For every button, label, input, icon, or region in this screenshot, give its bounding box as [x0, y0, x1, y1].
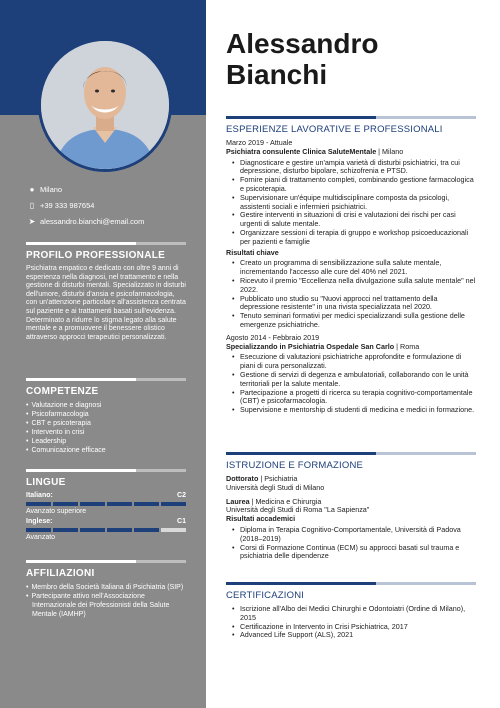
list-item: • Iscrizione all'Albo dei Medici Chirurghi e Odontoiatri (Ordine di Milano), 2015 [232, 605, 476, 623]
sidebar [0, 0, 206, 708]
language-level-code: C1 [177, 518, 186, 525]
language-level-segment [107, 528, 132, 532]
language-level-segment [53, 528, 78, 532]
affiliations-title: AFFILIAZIONI [26, 568, 95, 579]
person-photo-icon [41, 41, 169, 169]
phone-icon: ▯ [29, 201, 35, 210]
language-item [26, 518, 186, 541]
list-item: • Intervento in crisi [26, 428, 186, 437]
location-icon: ● [29, 185, 35, 194]
list-item: • CBT e psicoterapia [26, 419, 186, 428]
language-row [26, 492, 186, 499]
list-item: • Esecuzione di valutazioni psichiatriche approfondite e formulazione di piani di cura personalizzati. [232, 353, 476, 371]
languages-section [26, 469, 186, 544]
affiliations-list [26, 583, 186, 619]
job-header [226, 148, 476, 157]
language-level-segment [134, 502, 159, 506]
language-row [26, 518, 186, 525]
language-level-segment [26, 502, 51, 506]
job-dates: Marzo 2019 - Attuale [226, 138, 293, 147]
language-level-code: C2 [177, 492, 186, 499]
languages-list [26, 492, 186, 541]
section-divider [26, 560, 186, 563]
list-item: • Fornire piani di trattamento completi, combinando gestione farmacologica e psicoterapia. [232, 176, 476, 194]
education-field: | Medicina e Chirurgia [249, 496, 322, 506]
language-level-bar [26, 528, 186, 532]
name-last: Bianchi [226, 59, 328, 90]
education-degree: Laurea [226, 496, 250, 506]
job-header [226, 343, 476, 352]
education-field: | Psichiatria [258, 474, 298, 483]
list-item: • Gestione di servizi di degenza e ambulatoriali, collaborando con le unità territoriali per la salute mentale. [232, 371, 476, 389]
education-entry [226, 475, 476, 493]
candidate-name [226, 28, 379, 90]
list-item: • Partecipazione a progetti di ricerca su terapia cognitivo-comportamentale (CBT) e psicofarmacologia. [232, 389, 476, 407]
list-item: • Leadership [26, 437, 186, 446]
list-item: • Diagnosticare e gestire un'ampia varietà di disturbi psichiatrici, tra cui depressione, disturbo bipolare, schizofrenia e PTSD. [232, 159, 476, 177]
language-level-bar [26, 502, 186, 506]
contact-email [26, 214, 196, 229]
education-school: Università degli Studi di Roma "La Sapienza" [226, 505, 370, 515]
job-role: Specializzando in Psichiatria Ospedale San Carlo [226, 341, 395, 351]
language-name: Inglese: [26, 518, 53, 525]
job-dates: Agosto 2014 - Febbraio 2019 [226, 332, 320, 342]
list-item: • Comunicazione efficace [26, 446, 186, 455]
education-entry [226, 498, 476, 516]
profile-photo [38, 38, 172, 172]
languages-title: LINGUE [26, 477, 66, 488]
list-item: • Creato un programma di sensibilizzazione sulla salute mentale, incrementando l'accesso alle cure del 40% nel 2021. [232, 259, 476, 277]
list-item: • Ricevuto il premio "Eccellenza nella divulgazione sulla salute mentale" nel 2022. [232, 277, 476, 295]
section-divider [226, 582, 476, 585]
section-divider [26, 242, 186, 245]
contact-location-text: Milano [40, 185, 63, 194]
language-name: Italiano: [26, 492, 53, 499]
section-divider [226, 116, 476, 119]
profile-text: Psichiatra empatico e dedicato con oltre 9 anni di esperienza nella diagnosi, nel trattamento e nella gestione di disturbi mentali. Specializzato in disturbi dell'umore, disturbi d'ansia e psicofarmacologia, con un'attenzione particolare all'assistenza centrata sul paziente e ai trattamenti basati sull'evidenza. Determinato a ridurre lo stigma legato alla salute mentale e a promuovere il benessere olistico attraverso approcci terapeutici personalizzati. [26, 265, 186, 341]
education-section [226, 452, 476, 563]
certifications-title: CERTIFICAZIONI [226, 590, 305, 601]
list-item: • Psicofarmacologia [26, 410, 186, 419]
list-item: • Diploma in Terapia Cognitivo-Comportamentale, Università di Padova (2018–2019) [232, 526, 476, 544]
job-results [232, 259, 476, 329]
language-item [26, 492, 186, 515]
list-item: • Supervisionare un'équipe multidisciplinare composta da psicologi, assistenti sociali e infermieri psichiatrici. [232, 194, 476, 212]
achievements-title: Risultati accademici [226, 514, 296, 524]
experience-section [226, 116, 476, 417]
list-item: • Tenuto seminari formativi per medici specializzandi sulla gestione delle emergenze psichiatriche. [232, 312, 476, 330]
name-first: Alessandro [226, 28, 379, 59]
list-item: • Membro della Società Italiana di Psichiatria (SIP) [26, 583, 186, 592]
list-item: • Corsi di Formazione Continua (ECM) su approcci basati sul trauma e psichiatria delle dipendenze [232, 544, 476, 562]
language-level-segment [53, 502, 78, 506]
job-entry [226, 139, 476, 330]
email-icon: ➤ [28, 217, 36, 226]
job-role: Psichiatra consulente Clinica SaluteMentale [226, 146, 377, 156]
section-divider [26, 469, 186, 472]
contact-email-text[interactable]: alessandro.bianchi@email.com [40, 217, 145, 226]
affiliations-section [26, 560, 186, 619]
certifications-list [232, 605, 476, 640]
language-level-text: Avanzato superiore [26, 508, 87, 515]
contact-phone-text[interactable]: +39 333 987654 [40, 201, 95, 210]
skills-list [26, 401, 186, 455]
list-item: • Certificazione in Intervento in Crisi Psichiatrica, 2017 [232, 623, 476, 632]
contact-phone [26, 198, 196, 213]
job-place: | Roma [394, 341, 420, 351]
language-level-segment [107, 502, 132, 506]
language-level-text: Avanzato [26, 534, 56, 541]
list-item: • Valutazione e diagnosi [26, 401, 186, 410]
education-title: ISTRUZIONE E FORMAZIONE [226, 460, 364, 471]
language-level-segment [80, 502, 105, 506]
language-level-segment [80, 528, 105, 532]
skills-title: COMPETENZE [26, 386, 99, 397]
language-level-segment [134, 528, 159, 532]
education-degree: Dottorato [226, 474, 259, 483]
job-place: | Milano [376, 146, 404, 156]
list-item: • Gestire interventi in situazioni di crisi e valutazioni dei rischi per casi urgenti di salute mentale. [232, 211, 476, 229]
contact-location [26, 182, 196, 197]
section-divider [26, 378, 186, 381]
list-item: • Pubblicato uno studio su "Nuovi approcci nel trattamento della depressione resistente" in una rivista specializzata nel 2020. [232, 295, 476, 313]
list-item: • Advanced Life Support (ALS), 2021 [232, 631, 476, 640]
achievements-list [232, 526, 476, 561]
profile-title: PROFILO PROFESSIONALE [26, 250, 166, 261]
results-title: Risultati chiave [226, 247, 279, 257]
skills-section [26, 378, 186, 455]
list-item: • Organizzare sessioni di terapia di gruppo e workshop psicoeducazionali per pazienti e famiglie [232, 229, 476, 247]
section-divider [226, 452, 476, 455]
language-level-segment [161, 502, 186, 506]
language-level-segment [161, 528, 186, 532]
certifications-section [226, 582, 476, 642]
list-item: • Partecipante attivo nell'Associazione Internazionale dei Professionisti della Salute Mentale (IAMHP) [26, 592, 186, 619]
contact-list [26, 182, 196, 230]
education-school: Università degli Studi di Milano [226, 482, 325, 492]
language-level-segment [26, 528, 51, 532]
profile-section [26, 242, 186, 342]
job-duties [232, 159, 476, 247]
job-duties [232, 353, 476, 415]
experience-title: ESPERIENZE LAVORATIVE E PROFESSIONALI [226, 124, 443, 135]
list-item: • Supervisione e mentorship di studenti di medicina e medici in formazione. [232, 406, 476, 415]
job-entry [226, 334, 476, 415]
